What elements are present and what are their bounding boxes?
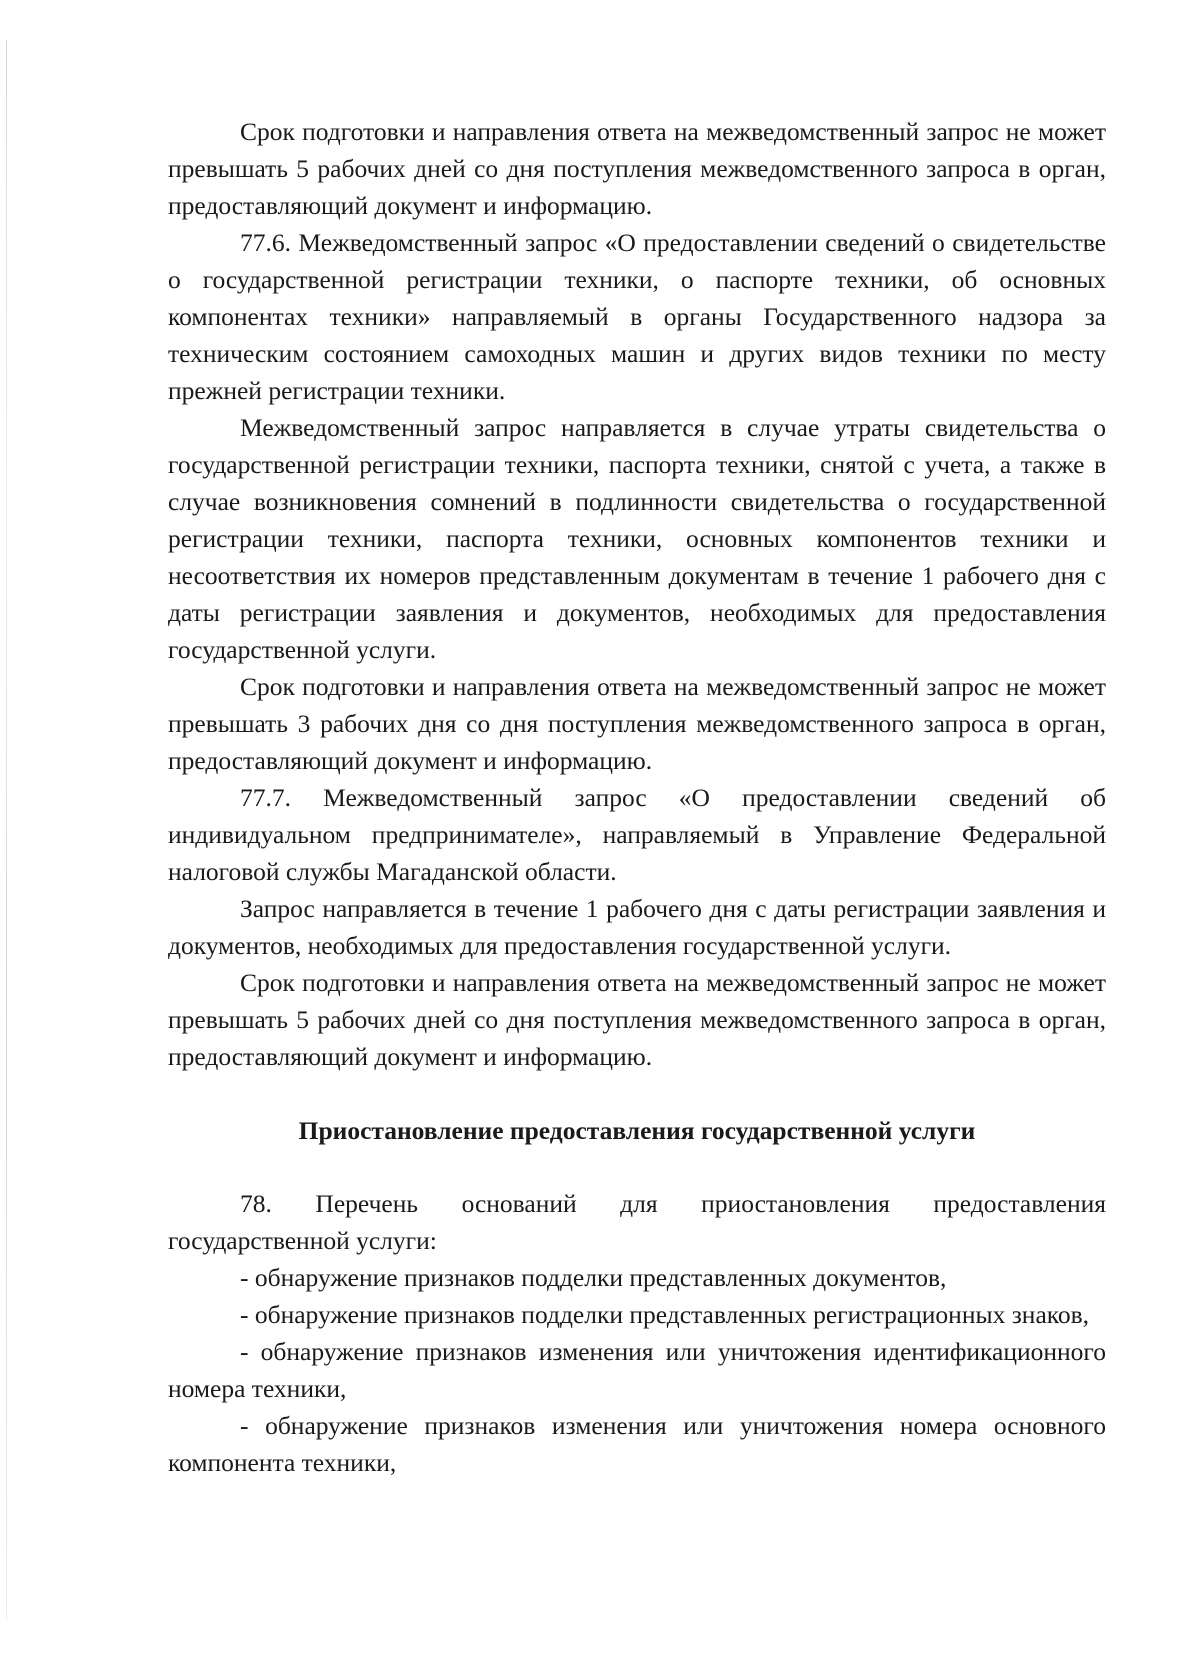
paragraph-77-7: 77.7. Межведомственный запрос «О предоставлении сведений об индивидуальном предпринимателе», направляемый в Управление Федеральной налоговой службы Магаданской области. [168,783,1106,886]
paragraph-request-conditions: Межведомственный запрос направляется в случае утраты свидетельства о государственной регистрации техники, паспорта техники, снятой с учета, а также в случае возникновения сомнений в подлинности свидетельства о государственной регистрации техники, паспорта техники, основных компонентов техники и несоответствия их номеров представленным документам в течение 1 рабочего дня с даты регистрации заявления и документов, необходимых для предоставления государственной услуги. [168,413,1106,664]
scan-edge-line [6,40,7,1620]
list-item-forged-plates: - обнаружение признаков подделки представленных регистрационных знаков, [240,1300,1090,1329]
paragraph-response-deadline-5-days: Срок подготовки и направления ответа на межведомственный запрос не может превышать 5 рабочих дней со дня поступления межведомственного запроса в орган, предоставляющий документ и информацию. [168,117,1106,220]
document-page [168,113,1106,1481]
list-item-component-number-altered: - обнаружение признаков изменения или уничтожения номера основного компонента техники, [168,1411,1106,1477]
paragraph-response-deadline-3-days: Срок подготовки и направления ответа на межведомственный запрос не может превышать 3 рабочих дня со дня поступления межведомственного запроса в орган, предоставляющий документ и информацию. [168,672,1106,775]
paragraph-request-timing: Запрос направляется в течение 1 рабочего дня с даты регистрации заявления и документов, необходимых для предоставления государственной услуги. [168,894,1106,960]
paragraph-78: 78. Перечень оснований для приостановления предоставления государственной услуги: [168,1189,1106,1255]
paragraph-77-6: 77.6. Межведомственный запрос «О предоставлении сведений о свидетельстве о государственной регистрации техники, о паспорте техники, об основных компонентах техники» направляемый в органы Государственного надзора за техническим состоянием самоходных машин и других видов техники по месту прежней регистрации техники. [168,228,1106,405]
section-heading: Приостановление предоставления государственной услуги [298,1116,976,1145]
list-item-vin-altered: - обнаружение признаков изменения или уничтожения идентификационного номера техники, [168,1337,1106,1403]
list-item-forged-documents: - обнаружение признаков подделки представленных документов, [240,1263,947,1292]
paragraph-response-deadline-5-days-second: Срок подготовки и направления ответа на межведомственный запрос не может превышать 5 рабочих дней со дня поступления межведомственного запроса в орган, предоставляющий документ и информацию. [168,968,1106,1071]
